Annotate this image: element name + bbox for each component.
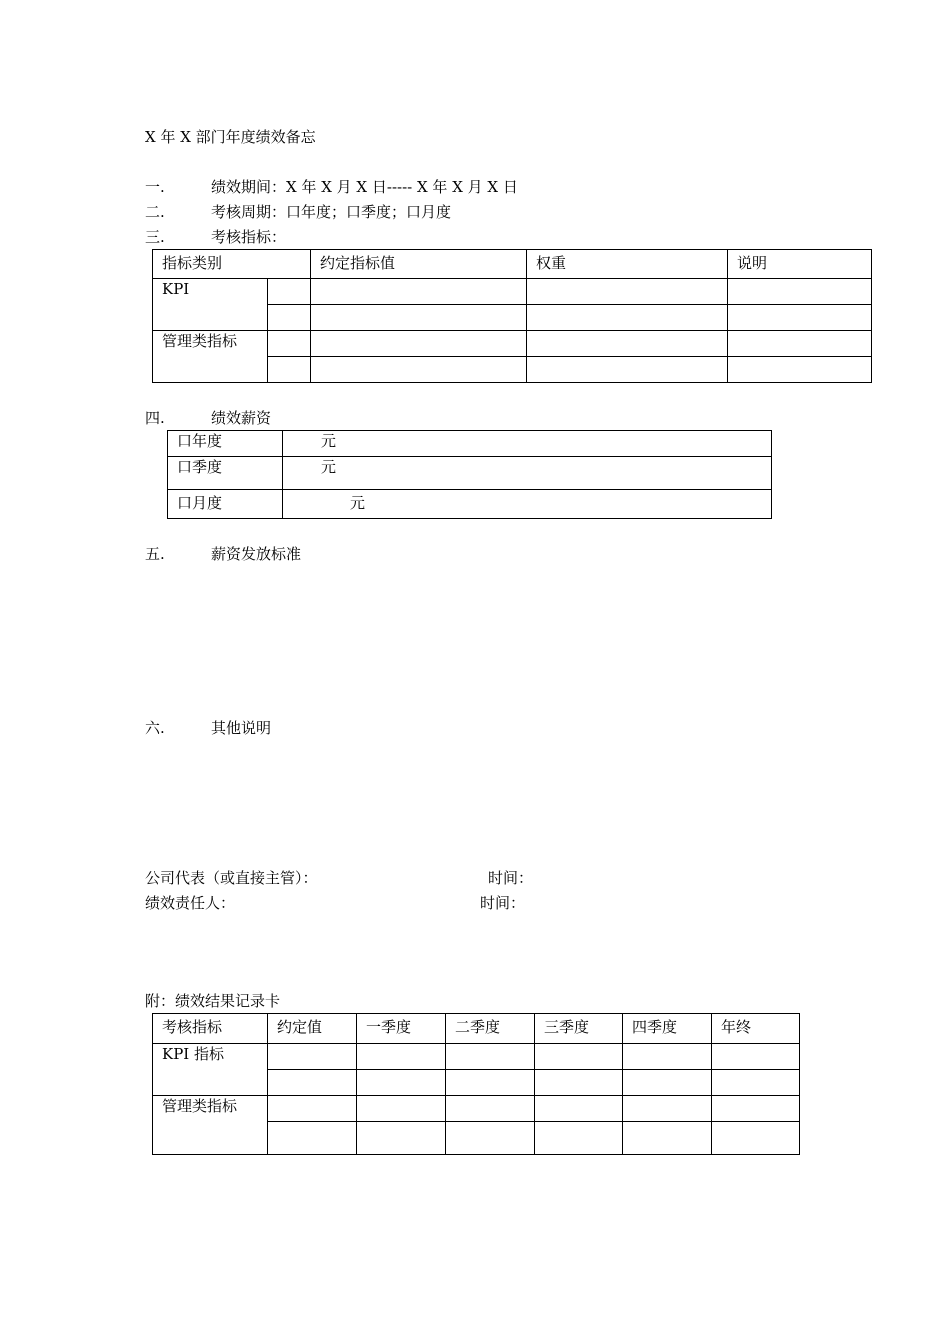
pay-period: 口年度 bbox=[168, 431, 283, 457]
header-cell: 指标类别 bbox=[153, 250, 311, 279]
table-cell bbox=[268, 279, 311, 305]
table-row bbox=[168, 490, 772, 519]
section-pay-standard bbox=[145, 544, 301, 564]
group-label: KPI bbox=[153, 279, 268, 331]
table-cell bbox=[728, 279, 872, 305]
section-number: 四. bbox=[145, 409, 165, 427]
pay-period: 口月度 bbox=[168, 490, 283, 519]
group-label: 管理类指标 bbox=[153, 1096, 268, 1155]
table-cell bbox=[268, 1096, 357, 1122]
header-cell: 约定指标值 bbox=[311, 250, 527, 279]
table-row bbox=[153, 279, 872, 305]
section-number: 三. bbox=[145, 228, 165, 246]
table-cell bbox=[712, 1096, 800, 1122]
header-cell: 二季度 bbox=[446, 1014, 535, 1044]
result-record-table bbox=[152, 1013, 800, 1155]
table-cell bbox=[357, 1122, 446, 1155]
table-cell bbox=[268, 357, 311, 383]
section-label: 绩效薪资 bbox=[211, 409, 272, 427]
section-number: 五. bbox=[145, 545, 165, 563]
section-indicators bbox=[145, 227, 286, 247]
table-cell bbox=[527, 331, 728, 357]
table-row bbox=[168, 431, 772, 457]
table-cell bbox=[357, 1070, 446, 1096]
section-label: 考核指标： bbox=[211, 228, 287, 246]
pay-unit: 元 bbox=[283, 457, 772, 490]
group-label: 管理类指标 bbox=[153, 331, 268, 383]
header-cell: 一季度 bbox=[357, 1014, 446, 1044]
table-cell bbox=[535, 1070, 623, 1096]
table-cell bbox=[527, 357, 728, 383]
table-row bbox=[153, 1044, 800, 1070]
table-cell bbox=[446, 1122, 535, 1155]
header-cell: 三季度 bbox=[535, 1014, 623, 1044]
table-cell bbox=[311, 357, 527, 383]
table-cell bbox=[446, 1070, 535, 1096]
pay-unit: 元 bbox=[283, 431, 772, 457]
table-cell bbox=[728, 331, 872, 357]
section-label: 其他说明 bbox=[211, 719, 272, 737]
table-cell bbox=[527, 279, 728, 305]
pay-table bbox=[167, 430, 772, 519]
pay-period: 口季度 bbox=[168, 457, 283, 490]
table-cell bbox=[623, 1044, 712, 1070]
header-cell: 四季度 bbox=[623, 1014, 712, 1044]
table-cell bbox=[446, 1096, 535, 1122]
table-cell bbox=[527, 305, 728, 331]
section-label: 考核周期：口年度；口季度；口月度 bbox=[211, 203, 452, 221]
kpi-table bbox=[152, 249, 872, 383]
table-cell bbox=[535, 1096, 623, 1122]
header-cell: 说明 bbox=[728, 250, 872, 279]
table-cell bbox=[728, 357, 872, 383]
header-cell: 权重 bbox=[527, 250, 728, 279]
table-cell bbox=[446, 1044, 535, 1070]
table-cell bbox=[268, 1070, 357, 1096]
section-pay bbox=[145, 408, 271, 428]
group-label: KPI 指标 bbox=[153, 1044, 268, 1096]
table-row bbox=[153, 1096, 800, 1122]
time-label: 时间： bbox=[480, 894, 526, 912]
table-cell bbox=[712, 1070, 800, 1096]
table-cell bbox=[623, 1122, 712, 1155]
table-cell bbox=[712, 1044, 800, 1070]
section-label: 绩效期间：X 年 X 月 X 日----- X 年 X 月 X 日 bbox=[211, 178, 518, 196]
table-cell bbox=[311, 305, 527, 331]
table-cell bbox=[268, 1122, 357, 1155]
table-cell bbox=[268, 331, 311, 357]
section-cycle bbox=[145, 202, 451, 222]
table-cell bbox=[535, 1122, 623, 1155]
table-cell bbox=[311, 331, 527, 357]
time-label: 时间： bbox=[488, 869, 534, 887]
document-title: X 年 X 部门年度绩效备忘 bbox=[145, 128, 316, 146]
table-cell bbox=[268, 1044, 357, 1070]
appendix-title: 附：绩效结果记录卡 bbox=[145, 992, 281, 1010]
header-cell: 约定值 bbox=[268, 1014, 357, 1044]
company-rep-label: 公司代表（或直接主管）： bbox=[145, 869, 318, 887]
table-row bbox=[168, 457, 772, 490]
table-cell bbox=[357, 1096, 446, 1122]
table-cell bbox=[535, 1044, 623, 1070]
table-cell bbox=[311, 279, 527, 305]
section-number: 六. bbox=[145, 719, 165, 737]
pay-unit: 元 bbox=[283, 490, 772, 519]
section-period bbox=[145, 177, 518, 197]
section-number: 二. bbox=[145, 203, 165, 221]
table-cell bbox=[623, 1070, 712, 1096]
table-row bbox=[153, 331, 872, 357]
table-cell bbox=[712, 1122, 800, 1155]
owner-label: 绩效责任人： bbox=[145, 894, 236, 912]
table-cell bbox=[623, 1096, 712, 1122]
section-other-notes bbox=[145, 718, 271, 738]
table-cell bbox=[357, 1044, 446, 1070]
header-cell: 考核指标 bbox=[153, 1014, 268, 1044]
section-label: 薪资发放标准 bbox=[211, 545, 302, 563]
table-cell bbox=[728, 305, 872, 331]
section-number: 一. bbox=[145, 178, 165, 196]
table-cell bbox=[268, 305, 311, 331]
header-cell: 年终 bbox=[712, 1014, 800, 1044]
